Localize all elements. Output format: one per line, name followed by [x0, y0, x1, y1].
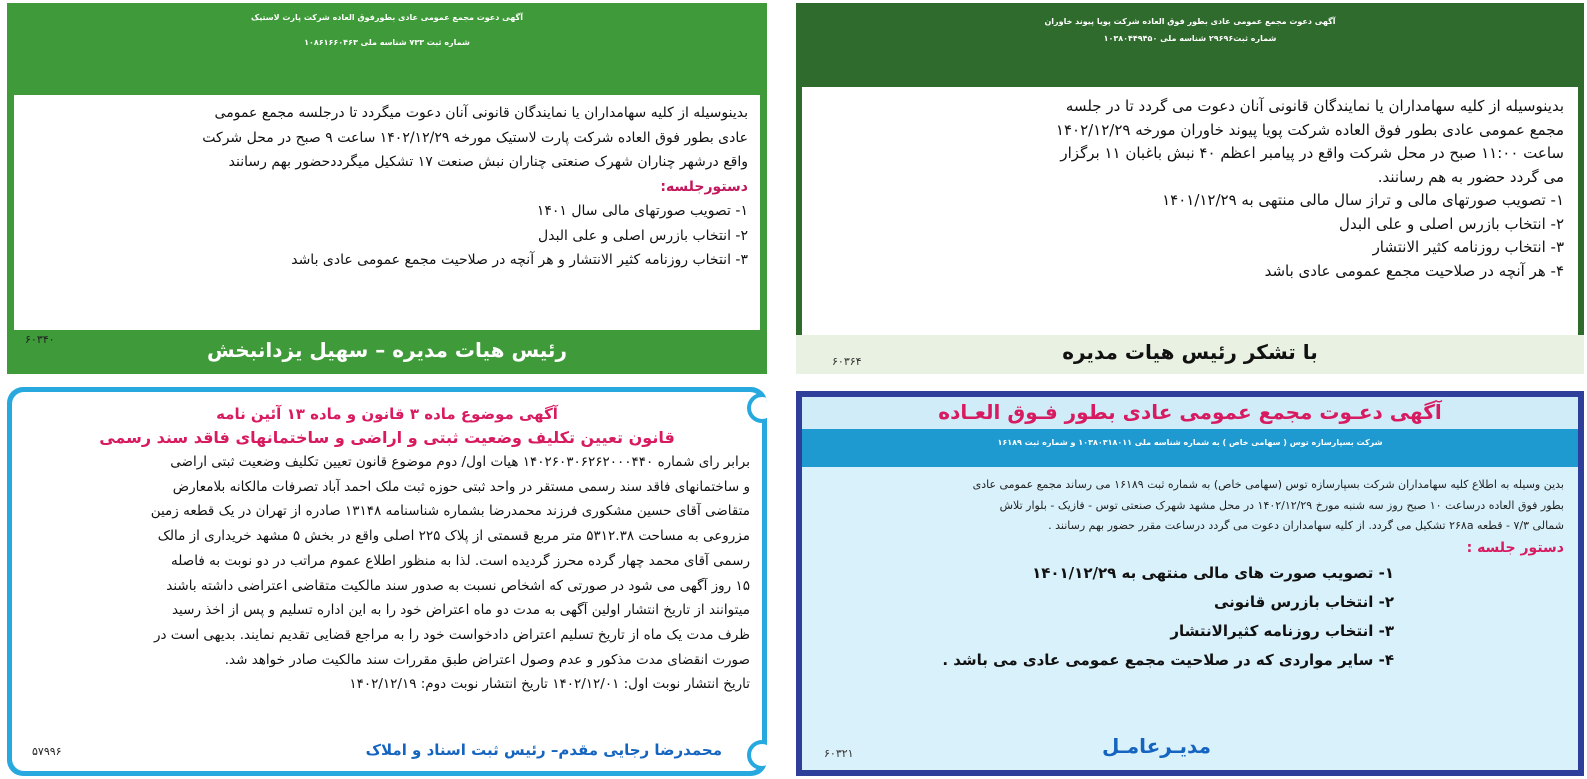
ad-part-lastic: [7, 3, 767, 374]
agenda-label: دستورجلسه:: [660, 178, 748, 195]
ad-subtitle: شماره ثبت ۷۳۳ شناسه ملی ۱۰۸۶۱۶۶۰۴۶۳: [304, 38, 470, 47]
ad-body: [12, 392, 762, 771]
ad-code: ۶۰۳۴۰: [25, 333, 55, 346]
ad-title: آگهی موضوع ماده ۳ قانون و ماده ۱۳ آئین نامه: [216, 405, 558, 423]
ad-line: ساعت ۱۱:۰۰ صبح در محل شرکت واقع در پیامبر اعظم ۴۰ نبش باغبان ۱۱ برگزار: [1060, 144, 1564, 162]
ad-body: [14, 95, 760, 330]
ad-line: بطور فوق العاده درساعت ۱۰ صبح روز سه شنبه مورخ ۱۴۰۲/۱۲/۲۹ در محل مشهد شهرک صنعتی توس - فازیک - بلوار تلاش: [999, 498, 1564, 512]
agenda-item: ۲- انتخاب بازرس اصلی و علی البدل: [538, 227, 748, 244]
ad-line: می گردد حضور به هم رسانند.: [1377, 167, 1564, 186]
agenda-item: ۳- انتخاب روزنامه کثیرالانتشار: [1170, 621, 1394, 640]
ad-line: صورت انقضای مدت مذکور و عدم وصول اعتراض طبق مقررات سند مالکیت صادر خواهد شد.: [224, 651, 750, 668]
ad-line: متقاضی آقای حسین مشکوری فرزند محمدرضا بشماره شناسنامه ۱۳۱۴۸ صادره از تهران در یک قطعه زمین: [150, 503, 750, 520]
ad-code: ۶۰۳۶۴: [832, 355, 862, 368]
ad-signature: مدیـرعامـل: [1102, 734, 1211, 758]
ad-signature: محمدرضا رجایی مقدم– رئیس ثبت اسناد و املاک: [365, 741, 722, 759]
agenda-item: ۲- انتخاب بازرس قانونی: [1214, 592, 1394, 611]
ad-code: ۵۷۹۹۶: [32, 745, 62, 758]
publish-dates: تاریخ انتشار نوبت اول: ۱۴۰۲/۱۲/۰۱ تاریخ انتشار نوبت دوم: ۱۴۰۲/۱۲/۱۹: [349, 676, 750, 693]
agenda-item: ۴- سایر مواردی که در صلاحیت مجمع عمومی عادی می باشد .: [942, 650, 1394, 669]
agenda-item: ۱- تصویب صورتهای مالی و تراز سال مالی منتهی به ۱۴۰۱/۱۲/۲۹: [1162, 191, 1564, 209]
ad-line: عادی بطور فوق العاده شرکت پارت لاستیک مورخه ۱۴۰۲/۱۲/۲۹ ساعت ۹ صبح در محل شرکت: [202, 129, 748, 146]
ad-title: آگهی دعوت مجمع عمومی عادی بطورفوق العاده شرکت پارت لاستیک: [251, 13, 523, 22]
ad-body: [802, 87, 1578, 335]
agenda-item: ۳- انتخاب روزنامه کثیر الانتشار و هر آنچه در صلاحیت مجمع عمومی عادی باشد: [291, 252, 748, 268]
agenda-item: ۴- هر آنچه در صلاحیت مجمع عمومی عادی باشد: [1264, 261, 1564, 280]
ad-pouya-peyvand: [796, 3, 1584, 374]
ad-baspar-sazeh-toos: [796, 391, 1584, 776]
ad-line: برابر رای شماره ۱۴۰۲۶۰۳۰۶۲۶۲۰۰۰۴۴۰ هیات اول/ دوم موضوع قانون تعیین تکلیف وضعیت ثبتی اراضی: [170, 454, 750, 470]
ad-line: و ساختمانهای فاقد سند رسمی مستقر در واحد ثبتی حوزه ثبت ملک احمد آباد تصرفات مالکانه بلامعارض: [172, 478, 750, 495]
ad-subtitle: قانون تعیین تکلیف وضعیت ثبتی و اراضی و ساختمانهای فاقد سند رسمی: [99, 428, 675, 447]
ad-signature: رئیس هیات مدیره – سهیل یزدانبخش: [207, 338, 567, 362]
ad-code: ۶۰۳۲۱: [824, 747, 854, 760]
ad-land-registration: [7, 387, 767, 776]
ad-line: شمالی ۷/۳ - قطعه ۲۶۸a تشکیل می گردد. از کلیه سهامداران دعوت می گردد درساعت مقرر حضور بهم رسانند .: [1048, 519, 1564, 532]
ad-title: آگهی دعوت مجمع عمومی عادی بطور فوق العاده شرکت پویا پیوند خاوران: [1044, 17, 1336, 26]
ad-company-band: شرکت بسپارسازه توس ( سهامی خاص ) به شماره شناسه ملی ۱۰۳۸۰۳۱۸۰۱۱ و شماره ثبت ۱۶۱۸۹: [802, 429, 1578, 467]
ad-footer: [7, 330, 767, 374]
agenda-label: دستور جلسه :: [1466, 539, 1564, 556]
ad-subtitle: شماره ثبت۲۹۶۹۶ شناسه ملی ۱۰۳۸۰۴۴۹۴۵۰: [1103, 34, 1277, 43]
ad-footer: [12, 731, 762, 771]
ad-line: ۱۵ روز آگهی می شود در صورتی که اشخاص نسبت به صدور سند مالکیت متقاضی اعتراضی داشته باشند: [166, 577, 750, 594]
ad-footer: [796, 335, 1584, 374]
ad-line: مزروعی به مساحت ۵۳۱۲.۳۸ متر مربع قسمتی از پلاک ۲۲۵ اصلی واقع در بخش ۵ مشهد خریداری از مالک: [157, 528, 750, 545]
ad-line: بدینوسیله از کلیه سهامداران یا نمایندگان قانونی آنان دعوت میگردد تا درجلسه مجمع عمومی: [214, 105, 748, 121]
ad-line: رسمی آقای محمد چهار گرده محرز گردیده است. لذا به منظور اطلاع عموم مراتب در دو نوبت به فاصله: [171, 552, 750, 569]
ad-header: [796, 3, 1584, 87]
ad-line: بدین وسیله به اطلاع کلیه سهامداران شرکت بسپارسازه توس (سهامی خاص) به شماره ثبت ۱۶۱۸۹ می رساند مجمع عمومی عادی: [972, 478, 1564, 491]
agenda-item: ۲- انتخاب بازرس اصلی و علی البدل: [1339, 214, 1564, 233]
agenda-item: ۱- تصویب صورتهای مالی سال ۱۴۰۱: [536, 203, 748, 219]
ad-header: [7, 3, 767, 95]
ad-line: واقع درشهر چناران شهرک صنعتی چناران نبش صنعت ۱۷ تشکیل میگرددحضور بهم رسانند: [228, 154, 748, 170]
agenda-item: ۳- انتخاب روزنامه کثیر الانتشار: [1372, 238, 1564, 256]
ad-body: [802, 397, 1578, 770]
ad-line: ظرف مدت یک ماه از تاریخ تسلیم اعتراض دادخواست خود را به مراجع قضایی تقدیم نمایند. بدیهی است در: [153, 626, 750, 643]
ad-line: مجمع عمومی عادی بطور فوق العاده شرکت پویا پیوند خاوران مورخه ۱۴۰۲/۱۲/۲۹: [1055, 120, 1564, 139]
ad-title: آگهی دعـوت مجمع عمومی عادی بطور فـوق العـاده: [802, 397, 1578, 429]
ad-line: بدینوسیله از کلیه سهامداران یا نمایندگان قانونی آنان دعوت می گردد تا در جلسه: [1065, 97, 1564, 115]
ad-signature: با تشکر رئیس هیات مدیره: [1062, 340, 1318, 364]
agenda-item: ۱- تصویب صورت های مالی منتهی به ۱۴۰۱/۱۲/۲۹: [1032, 563, 1394, 582]
ad-text: [802, 467, 1578, 675]
ad-line: میتوانند از تاریخ انتشار اولین آگهی به مدت دو ماه اعتراض خود را به این اداره تسلیم و پس از اخذ رسید: [171, 602, 750, 619]
